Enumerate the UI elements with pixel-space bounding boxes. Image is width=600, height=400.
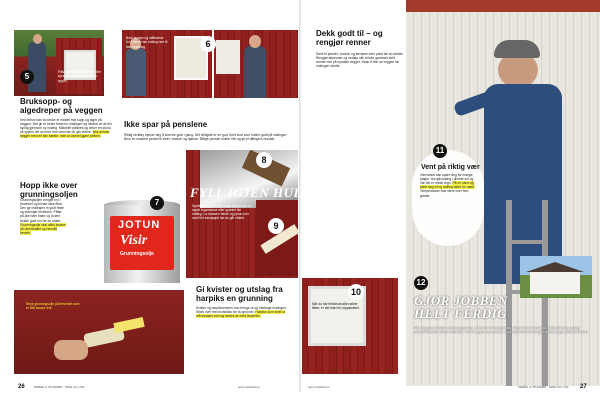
step-5-title: Bruksopp- og algedreper på veggen bbox=[20, 97, 103, 115]
kvister-title: Gi kvister og utslag fra harpiks en grunning bbox=[196, 285, 283, 303]
fyll-body: Sprekker og hull i treverket fylles med en egnet fugemasse eller sparkel før maling. La massen herde og puss over med fint sandpapir før du går videre. bbox=[192, 204, 252, 221]
step-6-number: 6 bbox=[200, 36, 216, 52]
step-7-title: Hopp ikke over grunningsoljen bbox=[20, 181, 78, 199]
photo-step-6b bbox=[214, 30, 298, 98]
can-product-sub: Grunningsolje bbox=[120, 251, 154, 257]
step-7-body bbox=[20, 198, 66, 235]
godt-til-body: Dekk til planter, vinduer og terrasse med plast før du starter. Rengjør takrenner og nedløp slik at ikke gammelt skitt renner ned på nymalte vegger. Husk å feie av veggen før malingen starter. bbox=[316, 52, 404, 69]
left-page-number: 26 bbox=[18, 384, 25, 390]
pensler-title: Ikke spar på penslene bbox=[124, 120, 208, 129]
can-brand-logo: JOTUN bbox=[118, 219, 161, 231]
step-7-caption: Stryk grunningsolje på treverket som er blitt skrapt rent. bbox=[26, 302, 80, 311]
photo-step-5 bbox=[14, 30, 104, 96]
kvister-highlight: Harpiks som siver ut må skrapes bort og tørkes av med terpentin. bbox=[196, 310, 286, 319]
photo-step-9 bbox=[256, 200, 298, 276]
step-5-highlight: Ikke skrubb vegger med en stiv børste, men la vannet gjøre jobben. bbox=[20, 130, 110, 139]
step-5-number: 5 bbox=[20, 70, 34, 84]
step-10-caption: Når du har flekkmalt alle nakne flater, er det klart for toppstrøket. bbox=[312, 302, 360, 311]
step-6-caption: Bruk skrape og stålbørste for å fjerne løs maling ned til fast underlag. bbox=[126, 36, 168, 49]
right-footer-url: www.mittblad.no bbox=[308, 385, 330, 389]
step-11-title: Vent på riktig vær bbox=[421, 164, 480, 171]
step-7-highlight: Grunningsolje skal alltid brukes på ubehandlet og værslitt treverk. bbox=[20, 222, 66, 235]
step-8-number: 8 bbox=[256, 152, 272, 168]
left-footer-url: www.mittblad.no bbox=[238, 385, 260, 389]
fyll-title: FYLL IGJEN HULL bbox=[190, 185, 311, 200]
step-11-tail: Temperaturen bør være over fem grader. bbox=[420, 189, 469, 198]
step-10-number: 10 bbox=[348, 284, 364, 300]
can-product-name: Visir bbox=[120, 233, 148, 248]
step-5-caption: Påfør midlet med pensel eller sprøyte. La det virke før du spyler. bbox=[58, 70, 101, 83]
photo-finished-house bbox=[520, 256, 592, 298]
step-5-body bbox=[20, 118, 112, 139]
godt-til-title: Dekk godt til – og rengjør renner bbox=[316, 29, 383, 47]
left-footer-text: MØBEL & INTERIØR · INNE OG UTE bbox=[34, 385, 85, 389]
step-12-body: Når veggen er skrapt, vasket og grunnet, er det tid for ferdigmaling. Stryk to strøk med god kvalitetsmaling og følg anbefalt tørketid mellom strøkene. Mal fra toppen og nedover, og avslutt hver bordlengde uten å stoppe midt på et bord. bbox=[414, 326, 589, 335]
pensler-body: Riktig verktøy hjelper deg å komme godt i gang. Det viktigste er en god, bred kost som holder godt på malingen. Bruk en smalere pensel til lister, vinduer og hjørner. Billige pensler mister hår og gir et dårligere resultat. bbox=[124, 133, 288, 142]
step-11-number: 11 bbox=[433, 144, 447, 158]
jotun-visir-can bbox=[104, 200, 180, 286]
kvister-body-text: Kvister og harpikslommer kan trenge ut og misfarge malingen. Strøk over med kvistlakk før du grunner. bbox=[196, 306, 287, 315]
step-7-body-text: Grunningsoljen trenger inn i treverket og binder løse fibre. Den gir malingen et godt feste og forlenger levetiden. Påfør på alle bare flater og la den trekke godt inn før du maler. bbox=[20, 198, 64, 223]
step-12-number: 12 bbox=[414, 276, 428, 290]
step-5-body-text: Ved behov kan du bruke et middel mot sopp og alger på veggen. Det gir et bedre feste for malingen og hindrer at de blir synlig gjennom ny maling. Middelet påføres og virker en stund, så spyles det av med rent vann før du går videre. bbox=[20, 118, 112, 135]
kvister-body bbox=[196, 306, 288, 318]
step-11-highlight: På en varm og sterk dag vil ny maling tørke for raskt. bbox=[420, 181, 475, 190]
step-7-number: 7 bbox=[150, 196, 164, 210]
right-page-number: 27 bbox=[580, 384, 587, 390]
step-9-number: 9 bbox=[268, 218, 284, 234]
right-footer-text: MØBEL & INTERIØR · INNE OG UTE bbox=[518, 385, 569, 389]
step-11-body-text: Værvarsel kan spare deg for mange plager. Unngå maling i direkte sol og når det er meldt regn. bbox=[420, 173, 474, 186]
step-12-title: GJØR JOBBEN HELT FERDIG bbox=[414, 293, 508, 321]
step-11-body bbox=[420, 173, 478, 198]
